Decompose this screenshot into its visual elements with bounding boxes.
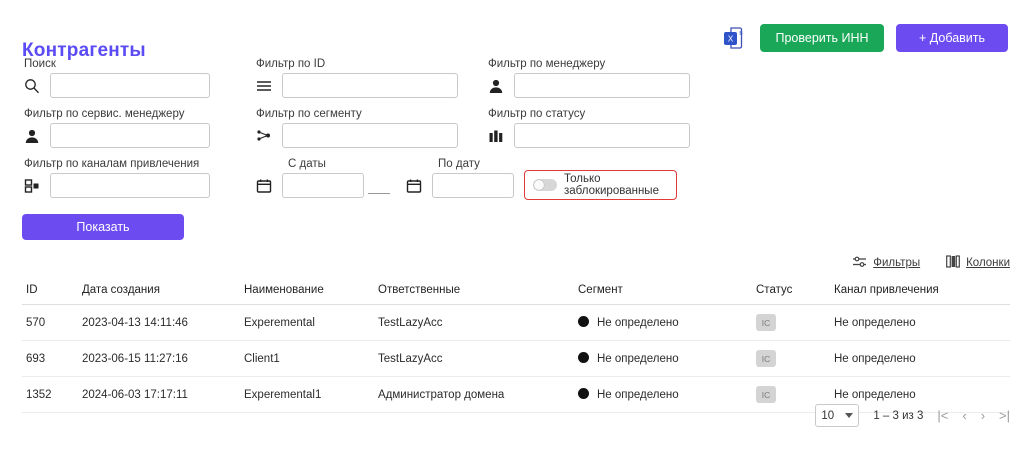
filter-id (254, 58, 458, 98)
chevron-down-icon (845, 413, 853, 418)
excel-export-icon[interactable] (722, 25, 748, 51)
filter-status-label: Фильтр по статусу (488, 108, 586, 120)
toggle-switch[interactable] (533, 179, 557, 191)
cell-status (752, 341, 830, 377)
page-title: Контрагенты (22, 40, 146, 61)
date-range-separator (368, 193, 390, 194)
column-header-created: Дата создания (78, 278, 240, 305)
column-header-status: Статус (752, 278, 830, 305)
check-inn-button[interactable]: Проверить ИНН (760, 24, 884, 52)
status-badge: IC (756, 350, 776, 367)
date-to-input[interactable] (432, 173, 514, 198)
filters-panel (0, 50, 1024, 200)
last-page-button[interactable]: >| (999, 408, 1010, 423)
add-button[interactable]: + Добавить (896, 24, 1008, 52)
show-button[interactable]: Показать (22, 214, 184, 240)
user-icon (22, 126, 42, 146)
cell-id: 693 (22, 341, 78, 377)
columns-tool[interactable] (946, 255, 1010, 271)
cell-id: 570 (22, 305, 78, 341)
first-page-button[interactable]: |< (937, 408, 949, 423)
pagination-nav (937, 408, 1010, 423)
filter-service-manager (22, 108, 210, 148)
id-input[interactable] (282, 73, 458, 98)
channel-input[interactable] (50, 173, 210, 198)
table-row[interactable] (22, 305, 1010, 341)
page-size-value: 10 (821, 409, 835, 422)
filter-segment (254, 108, 458, 148)
pagination-range: 1 – 3 из 3 (873, 409, 924, 422)
pagination (815, 404, 1010, 427)
table-row[interactable] (22, 341, 1010, 377)
filters-tool[interactable] (852, 256, 920, 271)
cell-responsible: TestLazyAcc (374, 341, 574, 377)
cell-created: 2024-06-03 17:17:11 (78, 377, 240, 413)
table-toolbar (852, 255, 1010, 271)
filter-search (22, 58, 210, 98)
status-input[interactable] (514, 123, 690, 148)
filter-manager-label: Фильтр по менеджеру (488, 58, 606, 70)
column-header-name: Наименование (240, 278, 374, 305)
cell-created: 2023-06-15 11:27:16 (78, 341, 240, 377)
cell-segment (574, 341, 752, 377)
filter-date-from-label: С даты (288, 158, 326, 170)
manager-input[interactable] (514, 73, 690, 98)
service-manager-input[interactable] (50, 123, 210, 148)
filter-date-to (404, 158, 514, 198)
building-icon (486, 126, 506, 146)
cell-name: Experemental1 (240, 377, 374, 413)
filters-tool-label: Фильтры (873, 257, 921, 269)
cell-name: Experemental (240, 305, 374, 341)
user-icon (486, 76, 506, 96)
cell-channel: Не определено (830, 341, 1010, 377)
segment-text: Не определено (597, 317, 679, 329)
channel-icon (22, 176, 42, 196)
cell-name: Client1 (240, 341, 374, 377)
cell-id: 1352 (22, 377, 78, 413)
prev-page-button[interactable]: ‹ (962, 408, 967, 423)
svg-text:B: B (739, 31, 743, 37)
segment-input[interactable] (282, 123, 458, 148)
cell-responsible: Администратор домена (374, 377, 574, 413)
list-icon (254, 76, 274, 96)
table-header-row (22, 278, 1010, 305)
column-header-responsible: Ответственные (374, 278, 574, 305)
columns-tool-label: Колонки (966, 257, 1010, 269)
filters-row-3 (0, 150, 1024, 200)
status-badge: IC (756, 314, 776, 331)
segment-icon (254, 126, 274, 146)
next-page-button[interactable]: › (980, 408, 986, 423)
cell-channel: Не определено (830, 377, 1010, 413)
cell-channel: Не определено (830, 305, 1010, 341)
search-input[interactable] (50, 73, 210, 98)
calendar-icon[interactable] (254, 176, 274, 196)
filter-manager (486, 58, 690, 98)
cell-segment (574, 377, 752, 413)
page-size-select[interactable] (815, 404, 859, 427)
filter-date-from (254, 158, 364, 198)
segment-dot-icon (578, 352, 589, 363)
filter-icon (852, 256, 867, 271)
date-from-input[interactable] (282, 173, 364, 198)
segment-text: Не определено (597, 353, 679, 365)
header-actions (722, 24, 1008, 52)
filter-service-manager-label: Фильтр по сервис. менеджеру (24, 108, 185, 120)
search-icon (22, 76, 42, 96)
columns-icon (946, 255, 960, 271)
calendar-icon[interactable] (404, 176, 424, 196)
filters-row-2 (0, 100, 1024, 150)
segment-dot-icon (578, 316, 589, 327)
segment-text: Не определено (597, 389, 679, 401)
filter-channel (22, 158, 210, 198)
svg-text:X: X (727, 34, 734, 44)
filter-status (486, 108, 690, 148)
filter-id-label: Фильтр по ID (256, 58, 326, 70)
column-header-segment: Сегмент (574, 278, 752, 305)
cell-responsible: TestLazyAcc (374, 305, 574, 341)
column-header-id: ID (22, 278, 78, 305)
filters-row-1 (0, 50, 1024, 100)
cell-status (752, 305, 830, 341)
filter-segment-label: Фильтр по сегменту (256, 108, 362, 120)
cell-created: 2023-04-13 14:11:46 (78, 305, 240, 341)
filter-date-to-label: По дату (438, 158, 480, 170)
blocked-only-label: Только заблокированные (564, 173, 659, 197)
segment-dot-icon (578, 388, 589, 399)
status-badge: IC (756, 386, 776, 403)
filter-channel-label: Фильтр по каналам привлечения (24, 158, 200, 170)
contractors-table (22, 278, 1010, 413)
blocked-only-toggle[interactable] (524, 170, 677, 200)
filter-search-label: Поиск (24, 58, 56, 70)
cell-segment (574, 305, 752, 341)
column-header-channel: Канал привлечения (830, 278, 1010, 305)
